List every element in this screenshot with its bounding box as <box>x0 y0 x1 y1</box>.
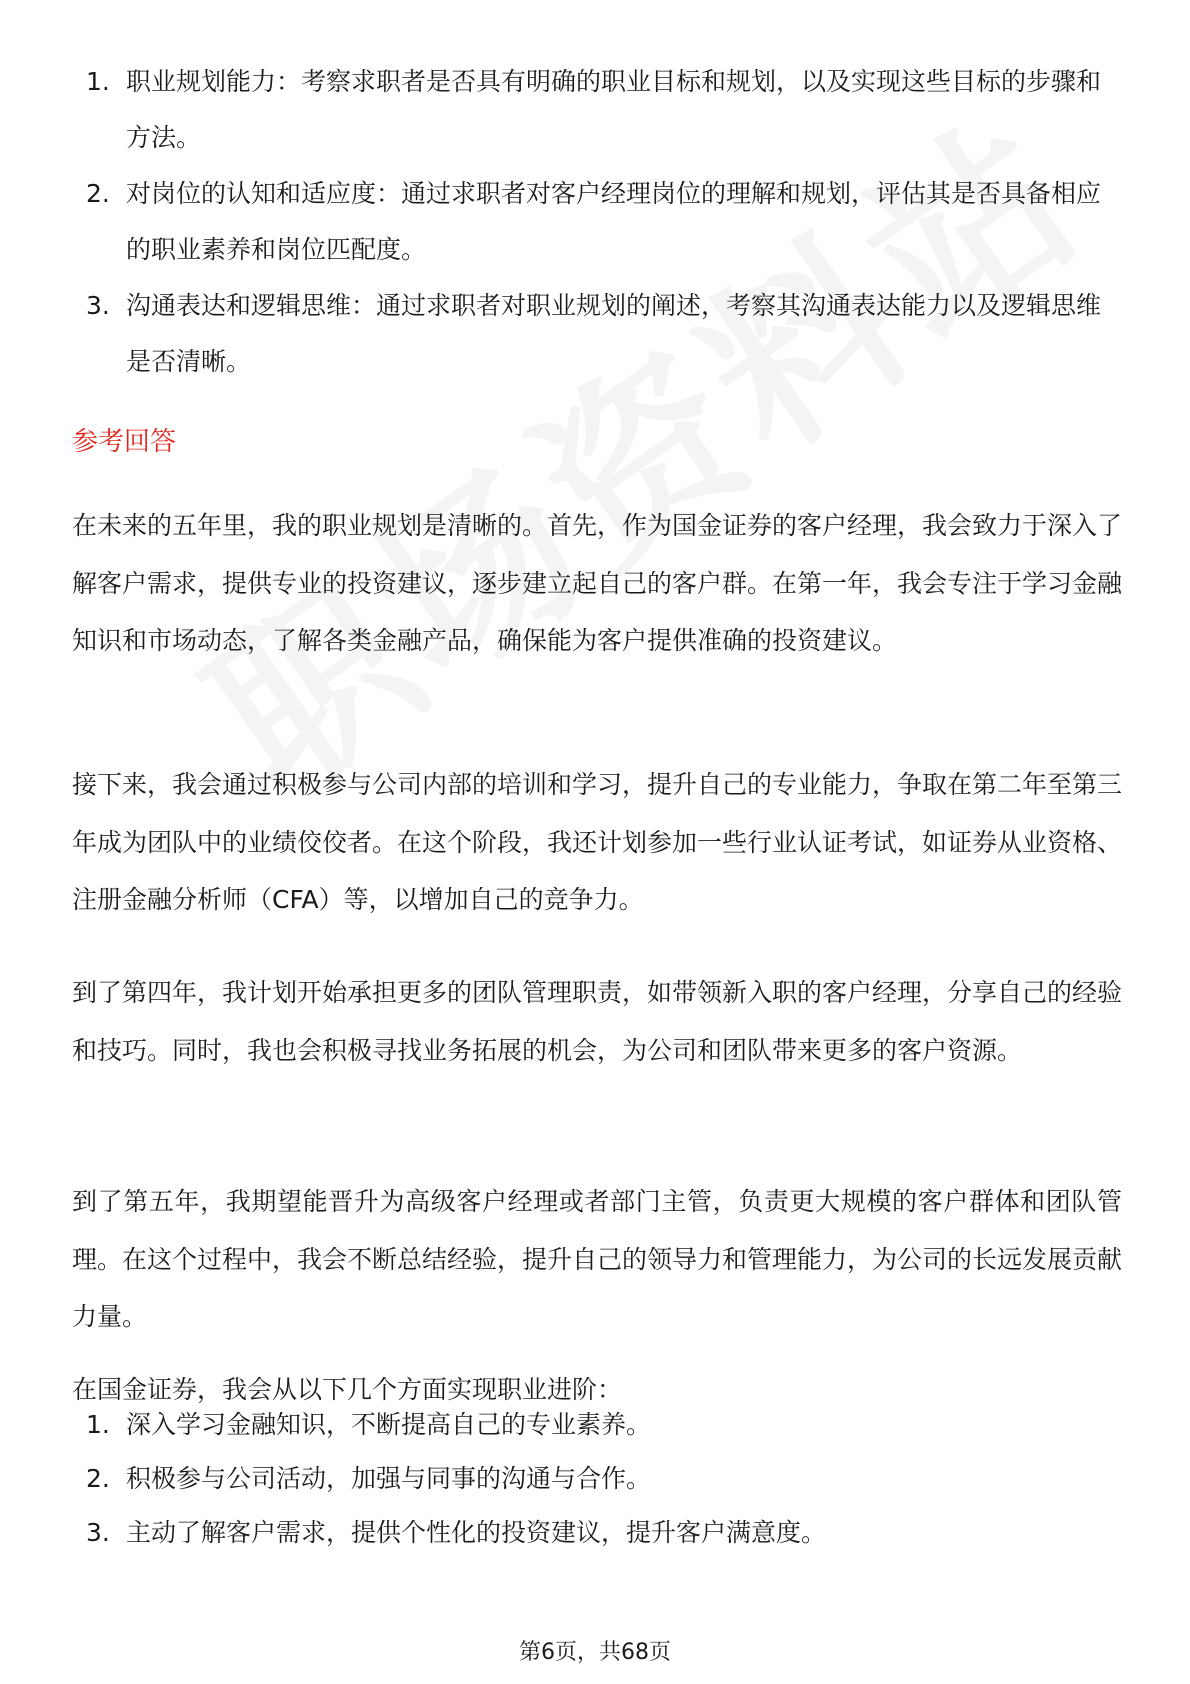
list-number: 1. <box>86 67 110 96</box>
paragraph: 到了第四年，我计划开始承担更多的团队管理职责，如带领新入职的客户经理，分享自己的经验和技巧。同时，我也会积极寻找业务拓展的机会，为公司和团队带来更多的客户资源。 <box>72 978 1123 1065</box>
paragraph: 接下来，我会通过积极参与公司内部的培训和学习，提升自己的专业能力，争取在第二年至第三年成为团队中的业绩佼佼者。在这个阶段，我还计划参加一些行业认证考试，如证券从业资格、注册金融分析师（CFA）等，以增加自己的竞争力。 <box>72 770 1123 914</box>
section-heading: 参考回答 <box>72 427 177 457</box>
list-text: 职业规划能力：考察求职者是否具有明确的职业目标和规划，以及实现这些目标的步骤和方法。 <box>126 67 1102 152</box>
evaluation-criteria-list <box>72 54 1122 390</box>
paragraph: 在国金证券，我会从以下几个方面实现职业进阶： <box>72 1375 623 1404</box>
list-number: 3. <box>86 1518 110 1547</box>
list-item <box>72 54 1122 166</box>
list-text: 主动了解客户需求，提供个性化的投资建议，提升客户满意度。 <box>126 1518 827 1547</box>
list-number: 1. <box>86 1410 110 1439</box>
career-steps-list <box>72 1398 1122 1560</box>
list-item <box>72 1452 1122 1506</box>
list-number: 3. <box>86 291 110 320</box>
paragraph: 在未来的五年里，我的职业规划是清晰的。首先，作为国金证券的客户经理，我会致力于深入了解客户需求，提供专业的投资建议，逐步建立起自己的客户群。在第一年，我会专注于学习金融知识和市场动态，了解各类金融产品，确保能为客户提供准确的投资建议。 <box>72 511 1123 655</box>
list-text: 深入学习金融知识，不断提高自己的专业素养。 <box>126 1410 652 1439</box>
list-item <box>72 278 1122 390</box>
list-number: 2. <box>86 179 110 208</box>
paragraph: 到了第五年，我期望能晋升为高级客户经理或者部门主管，负责更大规模的客户群体和团队管理。在这个过程中，我会不断总结经验，提升自己的领导力和管理能力，为公司的长远发展贡献力量。 <box>72 1187 1123 1331</box>
page-footer: 第6页，共68页 <box>519 1640 671 1665</box>
list-item <box>72 1398 1122 1452</box>
list-item <box>72 1506 1122 1560</box>
list-number: 2. <box>86 1464 110 1493</box>
list-item <box>72 166 1122 278</box>
list-text: 积极参与公司活动，加强与同事的沟通与合作。 <box>126 1464 652 1493</box>
list-text: 沟通表达和逻辑思维：通过求职者对职业规划的阐述，考察其沟通表达能力以及逻辑思维是否清晰。 <box>126 291 1102 376</box>
list-text: 对岗位的认知和适应度：通过求职者对客户经理岗位的理解和规划，评估其是否具备相应的职业素养和岗位匹配度。 <box>126 179 1102 264</box>
